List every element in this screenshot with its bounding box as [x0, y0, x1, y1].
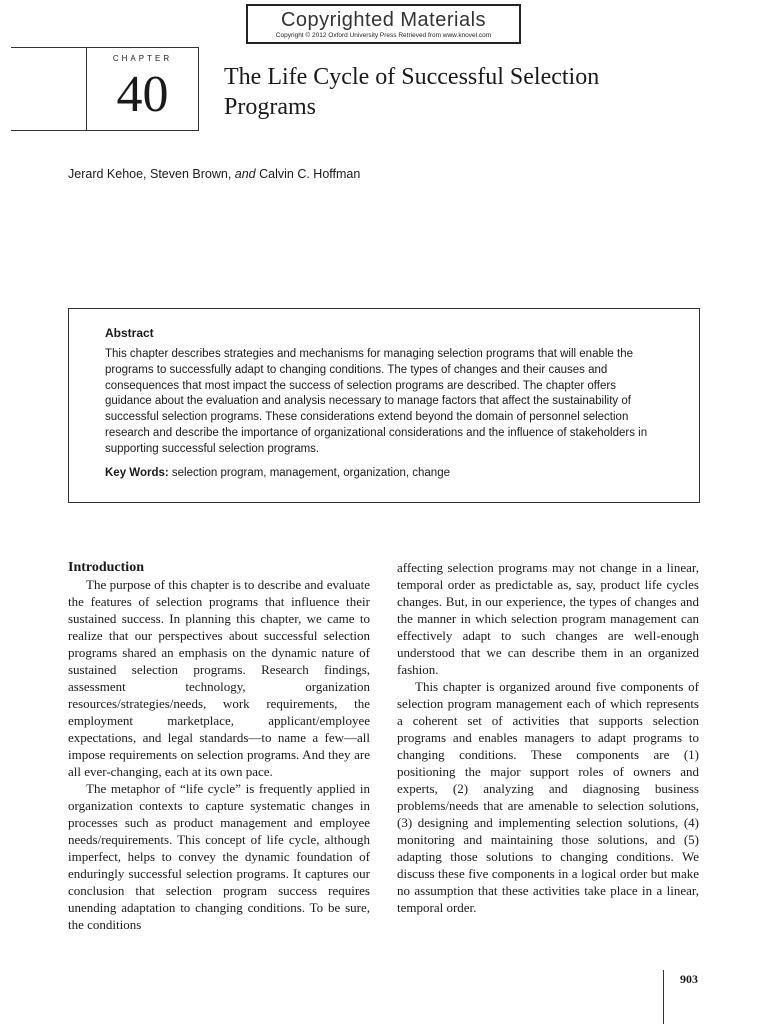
authors-last: Calvin C. Hoffman: [259, 167, 361, 181]
body-paragraph: The metaphor of “life cycle” is frequently applied in organization contexts to capture systematic changes in processes such as product management and employee needs/requirements. This concept of life cycle, although imperfect, helps to convey the dynamic foundation of enduringly successful selection programs. It captures our conclusion that selection program success requires unending adaptation to changing conditions. To be sure, the conditions: [68, 781, 370, 932]
body-paragraph: This chapter is organized around five components of selection program management each of which represents a coherent set of activities that supports selection programs and enables managers to adapt programs to changing conditions. These components are (1) positioning the major support roles of owners and experts, (2) analyzing and diagnosing business problems/needs that are amenable to selection solutions, (3) designing and implementing selection solutions, (4) monitoring and maintaining those solutions, and (5) adapting those solutions to changing conditions. We discuss these five components in a logical order but make no assumption that these activities take place in a linear, temporal order.: [397, 679, 699, 915]
chapter-label: CHAPTER: [112, 54, 173, 63]
watermark-title: Copyrighted Materials: [280, 9, 487, 31]
authors-and: and: [234, 167, 256, 181]
copyright-watermark: [246, 4, 521, 44]
keywords-list: selection program, management, organization, change: [171, 466, 450, 479]
abstract-text: This chapter describes strategies and mechanisms for managing selection programs that will enable the programs to successfully adapt to changing conditions. The types of changes and their causes and consequences that most impact the success of selection programs are described. The chapter offers guidance about the evaluation and analysis necessary to manage factors that affect the sustainability of successful selection programs. These considerations extend beyond the domain of personnel selection research and describe the importance of organizational considerations and the influence of stakeholders in supporting successful selection programs.: [105, 348, 648, 455]
keywords-label: Key Words:: [105, 466, 169, 479]
header-rule-bottom: [11, 130, 199, 131]
section-heading-introduction: Introduction: [68, 560, 144, 575]
keywords-line: [105, 465, 663, 481]
page-number-rule: [663, 970, 664, 1024]
body-paragraph: The purpose of this chapter is to describe and evaluate the features of selection programs that influence their sustained success. In planning this chapter, we came to realize that our perspectives about successful selection programs shared an emphasis on the dynamic nature of sustained selection programs. Research findings, assessment technology, organization resources/strategies/needs, work requirements, the employment marketplace, applicant/employee expectations, and legal standards—to name a few—all impose requirements on selection programs. And they are all ever-changing, each at its own pace.: [68, 577, 370, 779]
body-left-column: [68, 559, 370, 933]
authors-first: Jerard Kehoe, Steven Brown,: [68, 167, 232, 181]
body-right-column: [397, 559, 699, 916]
chapter-box: [86, 47, 199, 130]
watermark-subtitle: Copyright © 2012 Oxford University Press Retrieved from www.knovel.com: [275, 32, 492, 39]
authors-line: [68, 167, 360, 181]
chapter-title: The Life Cycle of Successful Selection Programs: [224, 64, 600, 120]
abstract-box: [68, 308, 700, 503]
page-number: 903: [680, 972, 698, 986]
chapter-number: 40: [116, 66, 169, 123]
abstract-heading: Abstract: [105, 326, 154, 340]
body-paragraph: affecting selection programs may not change in a linear, temporal order as predictable as, say, product life cycles changes. But, in our experience, the types of changes and the manner in which selection program management can effectively adapt to such changes are well-enough understood that we can describe them in an organized fashion.: [397, 560, 699, 677]
